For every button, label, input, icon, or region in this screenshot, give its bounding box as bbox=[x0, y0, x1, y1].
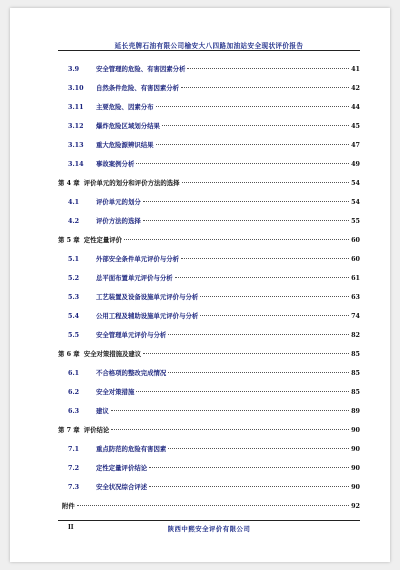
toc-leader-dots bbox=[143, 201, 349, 202]
toc-leader-dots bbox=[200, 296, 349, 297]
toc-entry-page: 85 bbox=[351, 388, 360, 396]
toc-entry-number: 3.10 bbox=[68, 84, 84, 92]
toc-leader-dots bbox=[162, 125, 349, 126]
toc-entry-page: 82 bbox=[351, 331, 360, 339]
toc-entry-title: 总平面布置单元评价与分析 bbox=[96, 274, 173, 282]
toc-section-entry[interactable] bbox=[58, 117, 360, 136]
toc-entry-title: 定性定量评价结论 bbox=[96, 464, 148, 472]
toc-leader-dots bbox=[143, 220, 349, 221]
toc-chapter-entry[interactable] bbox=[58, 231, 360, 250]
toc-entry-number: 4.2 bbox=[68, 217, 80, 225]
toc-entry-title: 建议 bbox=[96, 407, 109, 415]
toc-entry-number: 5.4 bbox=[68, 312, 80, 320]
toc-leader-dots bbox=[168, 334, 349, 335]
toc-entry-number: 3.13 bbox=[68, 141, 84, 149]
toc-entry-page: 45 bbox=[351, 122, 360, 130]
toc-section-entry[interactable] bbox=[58, 193, 360, 212]
footer-company-name: 陕西中熙安全评价有限公司 bbox=[167, 525, 251, 533]
toc-entry-number: 3.12 bbox=[68, 122, 84, 130]
toc-entry-page: 54 bbox=[351, 179, 360, 187]
toc-entry-number: 5.5 bbox=[68, 331, 80, 339]
toc-section-entry[interactable] bbox=[58, 307, 360, 326]
toc-entry-number: 7.2 bbox=[68, 464, 80, 472]
toc-leader-dots bbox=[143, 353, 349, 354]
toc-entry-page: 90 bbox=[351, 483, 360, 491]
toc-entry-page: 54 bbox=[351, 198, 360, 206]
toc-chapter-entry[interactable] bbox=[58, 345, 360, 364]
toc-entry-page: 60 bbox=[351, 236, 360, 244]
toc-section-entry[interactable] bbox=[58, 60, 360, 79]
toc-section-entry[interactable] bbox=[58, 250, 360, 269]
toc-entry-page: 85 bbox=[351, 369, 360, 377]
toc-section-entry[interactable] bbox=[58, 402, 360, 421]
toc-entry-number: 3.11 bbox=[68, 103, 84, 111]
toc-entry-title: 安全管理单元评价与分析 bbox=[96, 331, 167, 339]
toc-entry-number: 第 6 章 bbox=[58, 350, 80, 358]
toc-entry-title: 重点防范的危险有害因素 bbox=[96, 445, 167, 453]
toc-entry-page: 61 bbox=[351, 274, 360, 282]
toc-section-entry[interactable] bbox=[58, 364, 360, 383]
toc-entry-number: 第 4 章 bbox=[58, 179, 80, 187]
toc-section-entry[interactable] bbox=[58, 288, 360, 307]
toc-entry-page: 60 bbox=[351, 255, 360, 263]
toc-entry-title: 评价结论 bbox=[83, 426, 110, 434]
toc-entry-number: 5.2 bbox=[68, 274, 80, 282]
toc-leader-dots bbox=[181, 258, 349, 259]
toc-leader-dots bbox=[156, 106, 350, 107]
toc-entry-page: 90 bbox=[351, 445, 360, 453]
toc-entry-number: 6.1 bbox=[68, 369, 80, 377]
toc-entry-title: 安全状况综合评述 bbox=[96, 483, 148, 491]
toc-leader-dots bbox=[149, 486, 349, 487]
toc-leader-dots bbox=[111, 410, 349, 411]
page-header: 延长壳牌石油有限公司榆安大八四路加油站安全现状评价报告 bbox=[114, 42, 304, 50]
toc-leader-dots bbox=[168, 448, 349, 449]
toc-entry-page: 47 bbox=[351, 141, 360, 149]
toc-entry-title: 安全对策措施 bbox=[96, 388, 135, 396]
toc-entry-title: 事故案例分析 bbox=[96, 160, 135, 168]
toc-entry-title: 自然条件危险、有害因素分析 bbox=[96, 84, 180, 92]
toc-section-entry[interactable] bbox=[58, 440, 360, 459]
toc-leader-dots bbox=[136, 163, 349, 164]
toc-leader-dots bbox=[111, 429, 349, 430]
toc-entry-title: 主要危险、因素分布 bbox=[96, 103, 154, 111]
toc-chapter-entry[interactable] bbox=[58, 174, 360, 193]
toc-entry-title: 评价单元的划分和评价方法的选择 bbox=[83, 179, 180, 187]
toc-entry-number: 3.14 bbox=[68, 160, 84, 168]
toc-entry-title: 定性定量评价 bbox=[83, 236, 123, 244]
toc-chapter-entry[interactable] bbox=[58, 497, 360, 516]
toc-leader-dots bbox=[156, 144, 350, 145]
toc-section-entry[interactable] bbox=[58, 269, 360, 288]
toc-entry-title: 安全对策措施及建议 bbox=[83, 350, 142, 358]
toc-entry-title: 安全管理的危险、有害因素分析 bbox=[96, 65, 186, 73]
toc-entry-number: 7.1 bbox=[68, 445, 80, 453]
toc-entry-page: 85 bbox=[351, 350, 360, 358]
toc-leader-dots bbox=[124, 239, 349, 240]
toc-leader-dots bbox=[136, 391, 349, 392]
header-divider bbox=[58, 50, 360, 51]
toc-entry-page: 55 bbox=[351, 217, 360, 225]
toc-entry-title: 评价单元的划分 bbox=[96, 198, 141, 206]
toc-chapter-entry[interactable] bbox=[58, 421, 360, 440]
toc-entry-page: 90 bbox=[351, 426, 360, 434]
toc-leader-dots bbox=[200, 315, 349, 316]
toc-entry-title: 不合格项的整改完成情况 bbox=[96, 369, 167, 377]
toc-entry-page: 92 bbox=[351, 502, 360, 510]
toc-entry-number: 第 5 章 bbox=[58, 236, 80, 244]
toc-leader-dots bbox=[175, 277, 349, 278]
toc-entry-page: 74 bbox=[351, 312, 360, 320]
toc-section-entry[interactable] bbox=[58, 478, 360, 497]
toc-entry-number: 4.1 bbox=[68, 198, 80, 206]
toc-leader-dots bbox=[149, 467, 349, 468]
toc-entry-title: 爆炸危险区域划分结果 bbox=[96, 122, 160, 130]
toc-section-entry[interactable] bbox=[58, 459, 360, 478]
document-page bbox=[10, 8, 390, 562]
toc-entry-number: 7.3 bbox=[68, 483, 80, 491]
toc-leader-dots bbox=[187, 68, 349, 69]
toc-leader-dots bbox=[182, 182, 350, 183]
toc-entry-number: 第 7 章 bbox=[58, 426, 80, 434]
toc-entry-page: 49 bbox=[351, 160, 360, 168]
table-of-contents bbox=[58, 60, 360, 516]
toc-section-entry[interactable] bbox=[58, 326, 360, 345]
toc-entry-title: 公用工程及辅助设施单元评价与分析 bbox=[96, 312, 199, 320]
toc-entry-page: 63 bbox=[351, 293, 360, 301]
toc-section-entry[interactable] bbox=[58, 155, 360, 174]
footer-divider bbox=[58, 520, 360, 521]
toc-entry-number: 3.9 bbox=[68, 65, 80, 73]
toc-entry-page: 89 bbox=[351, 407, 360, 415]
toc-entry-page: 90 bbox=[351, 464, 360, 472]
toc-section-entry[interactable] bbox=[58, 212, 360, 231]
toc-leader-dots bbox=[168, 372, 349, 373]
toc-entry-page: 44 bbox=[351, 103, 360, 111]
toc-entry-number: 5.3 bbox=[68, 293, 80, 301]
toc-entry-number: 5.1 bbox=[68, 255, 80, 263]
toc-section-entry[interactable] bbox=[58, 383, 360, 402]
footer-page-number: II bbox=[68, 524, 74, 531]
toc-leader-dots bbox=[181, 87, 349, 88]
toc-section-entry[interactable] bbox=[58, 136, 360, 155]
toc-entry-title: 重大危险源辨识结果 bbox=[96, 141, 154, 149]
toc-entry-title: 外部安全条件单元评价与分析 bbox=[96, 255, 180, 263]
toc-entry-title: 附件 bbox=[62, 502, 75, 510]
toc-entry-number: 6.2 bbox=[68, 388, 80, 396]
toc-leader-dots bbox=[77, 505, 349, 506]
toc-entry-number: 6.3 bbox=[68, 407, 80, 415]
toc-entry-title: 工艺装置及设备设施单元评价与分析 bbox=[96, 293, 199, 301]
toc-entry-page: 42 bbox=[351, 84, 360, 92]
toc-entry-page: 41 bbox=[351, 65, 360, 73]
toc-section-entry[interactable] bbox=[58, 79, 360, 98]
toc-section-entry[interactable] bbox=[58, 98, 360, 117]
toc-entry-title: 评价方法的选择 bbox=[96, 217, 141, 225]
